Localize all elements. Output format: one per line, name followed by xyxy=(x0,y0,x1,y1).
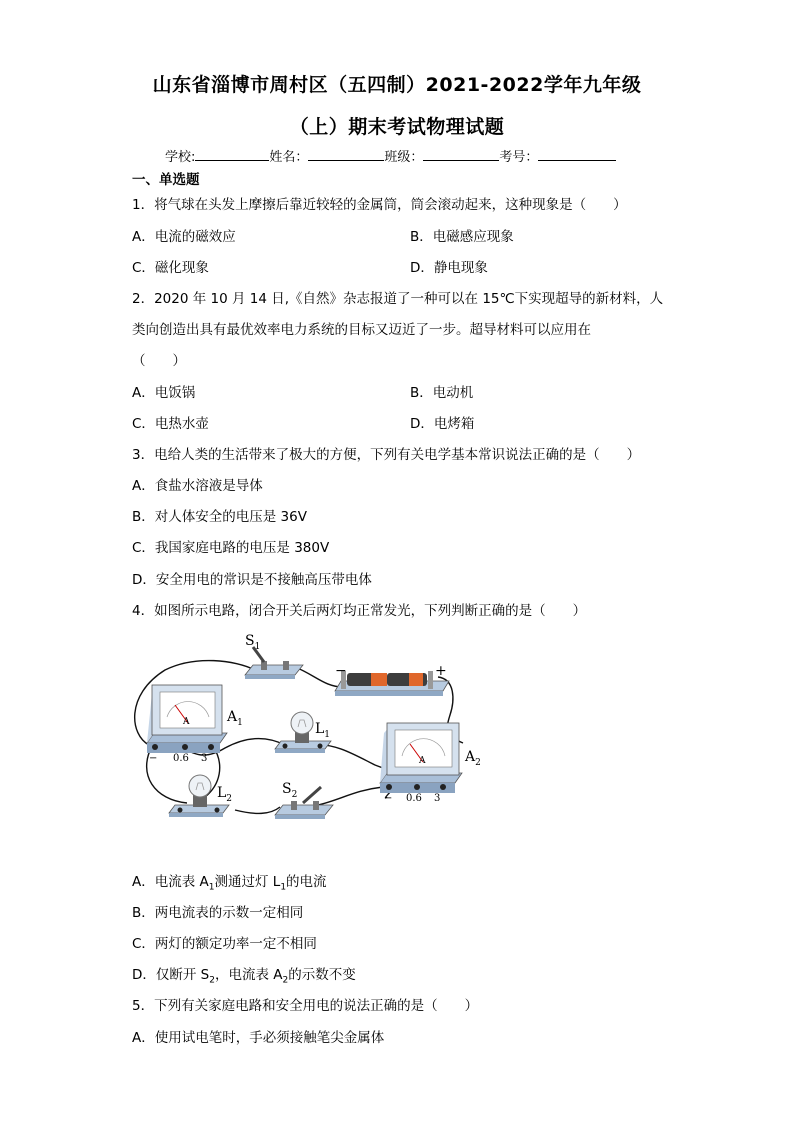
section-title: 一、单选题 xyxy=(132,172,200,188)
student-info-row xyxy=(165,146,616,165)
q3-stem: 3．电给人类的生活带来了极大的方便，下列有关电学基本常识说法正确的是（ ） xyxy=(132,447,641,463)
label-s2: $S_2$ xyxy=(282,781,298,800)
q2-stem-line1: 2．2020 年 10 月 14 日,《自然》杂志报道了一种可以在 15℃下实现超导的新材料，人 xyxy=(132,291,664,307)
q3-option-b: B．对人体安全的电压是 36V xyxy=(132,509,307,525)
exam-title-line1: 山东省淄博市周村区（五四制）2021-2022学年九年级 xyxy=(152,74,642,96)
a2-term-3: 3 xyxy=(434,793,441,804)
a1-term-3: 3 xyxy=(201,753,208,764)
exam-title-line2: （上）期末考试物理试题 xyxy=(289,116,505,138)
q4-option-b: B．两电流表的示数一定相同 xyxy=(132,905,304,921)
q4-option-a: A．电流表 $A_1$测通过灯 $L_1$的电流 xyxy=(132,874,327,893)
q1-option-c: C．磁化现象 xyxy=(132,260,209,276)
a1-term-06: 0.6 xyxy=(173,753,189,764)
label-a2: $A_2$ xyxy=(465,749,481,768)
q4-option-c: C．两灯的额定功率一定不相同 xyxy=(132,936,317,952)
q5-option-a: A．使用试电笔时，手必须接触笔尖金属体 xyxy=(132,1030,385,1046)
q1-option-a: A．电流的磁效应 xyxy=(132,229,236,245)
q2-option-b: B．电动机 xyxy=(410,385,474,401)
label-a1: $A_1$ xyxy=(227,709,243,728)
a1-term-neg: − xyxy=(149,753,158,764)
school-label: 学校: xyxy=(165,150,196,165)
q1-option-b: B．电磁感应现象 xyxy=(410,229,514,245)
q3-option-c: C．我国家庭电路的电压是 380V xyxy=(132,540,330,556)
label-s1: $S_1$ xyxy=(245,633,261,652)
exam-no-label: 考号： xyxy=(499,150,539,165)
q1-option-d: D．静电现象 xyxy=(410,260,488,276)
class-blank xyxy=(423,148,499,161)
a2-term-neg: − xyxy=(384,793,393,804)
q1-stem: 1．将气球在头发上摩擦后靠近较轻的金属筒，筒会滚动起来，这种现象是（ ） xyxy=(132,197,627,213)
exam-no-blank xyxy=(538,148,616,161)
label-l2: $L_2$ xyxy=(217,785,233,804)
q4-option-d: D．仅断开 $S_2$，电流表 $A_2$的示数不变 xyxy=(132,967,356,986)
q3-option-d: D．安全用电的常识是不接触高压带电体 xyxy=(132,572,372,588)
battery-minus: − xyxy=(335,663,347,679)
q3-option-a: A．食盐水溶液是导体 xyxy=(132,478,263,494)
q2-option-a: A．电饭锅 xyxy=(132,385,196,401)
q4-stem: 4．如图所示电路，闭合开关后两灯均正常发光，下列判断正确的是（ ） xyxy=(132,603,587,619)
circuit-diagram xyxy=(125,625,500,825)
q2-option-c: C．电热水壶 xyxy=(132,416,209,432)
a2-dial-symbol: A xyxy=(419,756,426,766)
q2-stem-line2: 类向创造出具有最优效率电力系统的目标又迈近了一步。超导材料可以应用在 xyxy=(132,322,591,338)
a1-dial-symbol: A xyxy=(183,717,190,727)
q5-stem: 5．下列有关家庭电路和安全用电的说法正确的是（ ） xyxy=(132,998,479,1014)
battery-plus: + xyxy=(435,663,447,679)
school-blank xyxy=(195,148,269,161)
name-blank xyxy=(308,148,384,161)
q2-option-d: D．电烤箱 xyxy=(410,416,475,432)
battery-holder xyxy=(335,671,449,696)
q2-stem-line3: （ ） xyxy=(132,353,186,369)
name-label: 姓名： xyxy=(269,150,309,165)
a2-term-06: 0.6 xyxy=(406,793,422,804)
class-label: 班级： xyxy=(384,150,424,165)
label-l1: $L_1$ xyxy=(315,721,331,740)
